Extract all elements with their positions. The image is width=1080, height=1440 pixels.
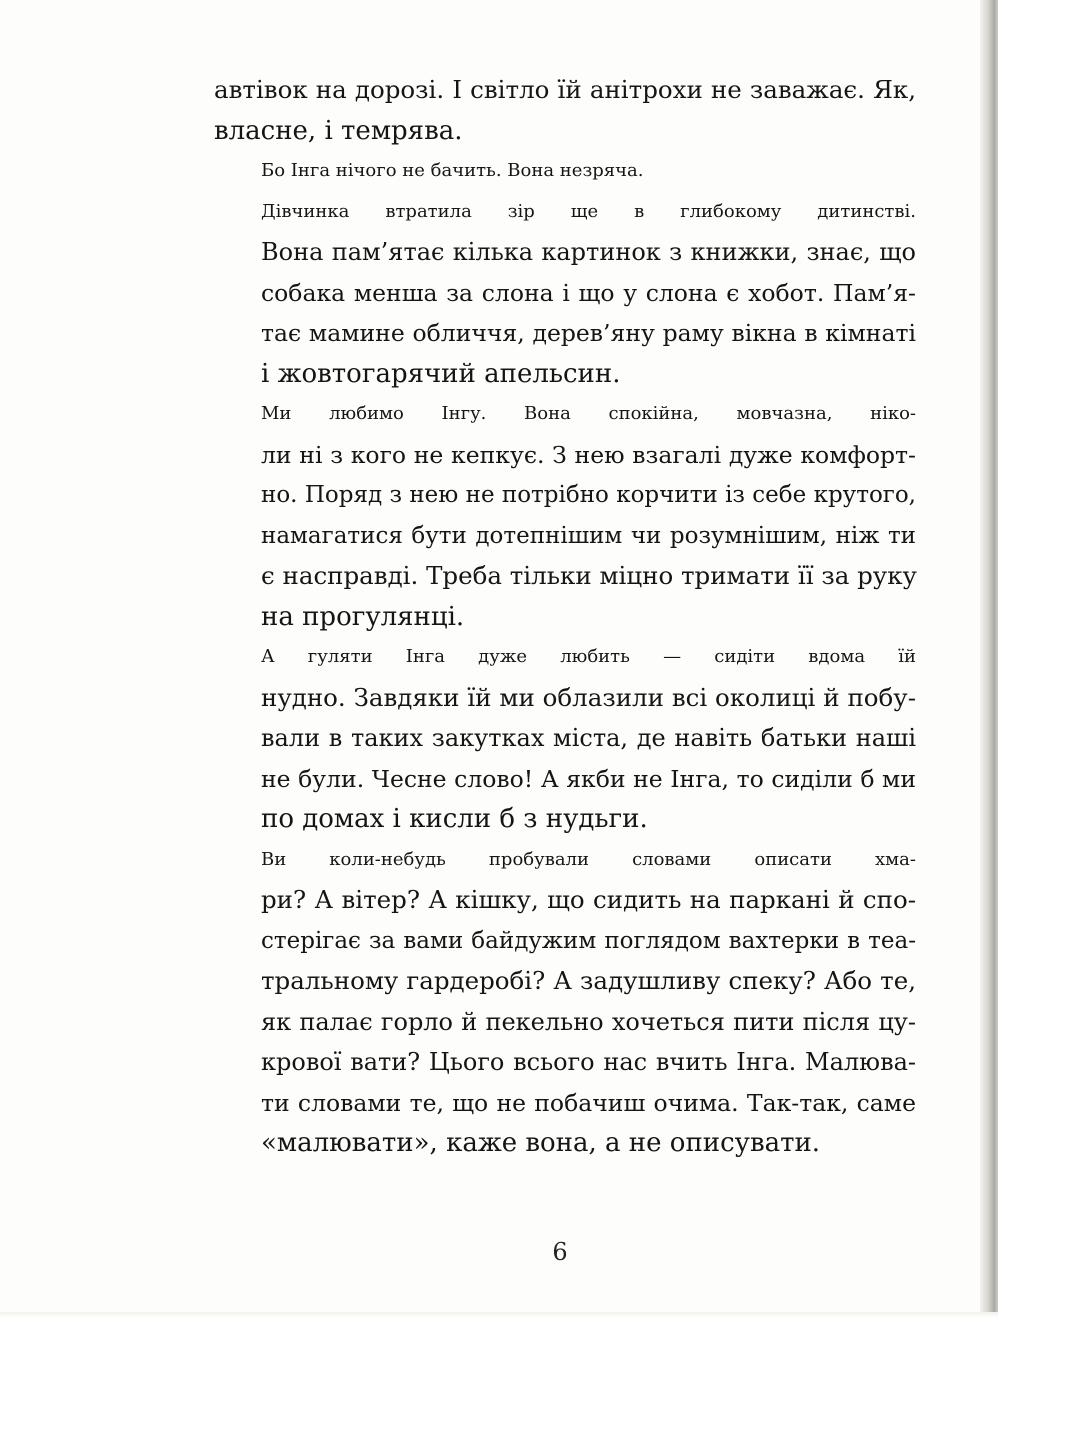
page-edge-shadow (980, 0, 998, 1318)
text-line: ти словами те, що не побачиш очима. Так-так, саме (261, 1088, 916, 1117)
text-line: автівок на дорозі. І світло їй анітрохи не заважає. Як, (214, 75, 916, 104)
text-line: Ми любимо Інгу. Вона спокійна, мовчазна, ніко- (261, 403, 916, 424)
text-line: і жовтогарячий апельсин. (261, 358, 621, 389)
text-line: власне, і темрява. (214, 115, 463, 146)
text-line: А гуляти Інга дуже любить — сидіти вдома їй (261, 646, 916, 667)
text-line: вали в таких закутках міста, де навіть батьки наші (261, 724, 916, 752)
text-line: тральному гардеробі? А задушливу спеку? Або те, (261, 966, 916, 995)
body-text (214, 70, 916, 1164)
text-line: як палає горло й пекельно хочеться пити після цу- (261, 1007, 916, 1036)
text-line: не були. Чесне слово! А якби не Інга, то сиділи б ми (261, 764, 916, 793)
text-line: «малювати», каже вона, а не описувати. (261, 1128, 821, 1158)
paragraph-2 (214, 151, 916, 192)
text-line: тає мамине обличчя, дерев’яну раму вікна в кімнаті (261, 319, 916, 347)
text-line: крової вати? Цього всього нас вчить Інга. Малюва- (261, 1048, 916, 1076)
page-number: 6 (552, 1238, 568, 1266)
text-line: ри? А вітер? А кішку, що сидить на паркані й спо- (261, 885, 916, 914)
text-line: собака менша за слона і що у слона є хобот. Пам’я- (261, 278, 916, 307)
paragraph-1 (214, 70, 916, 151)
text-line: намагатися бути дотепнішим чи розумнішим, ніж ти (261, 522, 916, 549)
text-line: нудно. Завдяки їй ми облазили всі околиці й побу- (261, 682, 916, 712)
paragraph-6 (214, 840, 916, 1164)
text-line: Бо Інга нічого не бачить. Вона незряча. (261, 160, 644, 181)
text-line: на прогулянці. (261, 601, 465, 632)
text-line: Дівчинка втратила зір ще в глибокому дитинстві. (261, 200, 916, 222)
text-line: Ви коли-небудь пробували словами описати хма- (261, 848, 916, 870)
paragraph-3 (214, 192, 916, 395)
paragraph-4 (214, 394, 916, 637)
text-line: по домах і кисли б з нудьги. (261, 804, 648, 834)
text-line: Вона пам’ятає кілька картинок з книжки, знає, що (261, 238, 916, 266)
text-line: но. Поряд з нею не потрібно корчити із себе крутого, (261, 482, 916, 508)
paragraph-5 (214, 637, 916, 840)
page-bottom-edge (0, 1312, 998, 1318)
text-line: ли ні з кого не кепкує. З нею взагалі дуже комфорт- (261, 440, 916, 469)
text-line: стерігає за вами байдужим поглядом вахтерки в теа- (261, 927, 916, 954)
text-line: є насправді. Треба тільки міцно тримати її за руку (261, 561, 917, 590)
